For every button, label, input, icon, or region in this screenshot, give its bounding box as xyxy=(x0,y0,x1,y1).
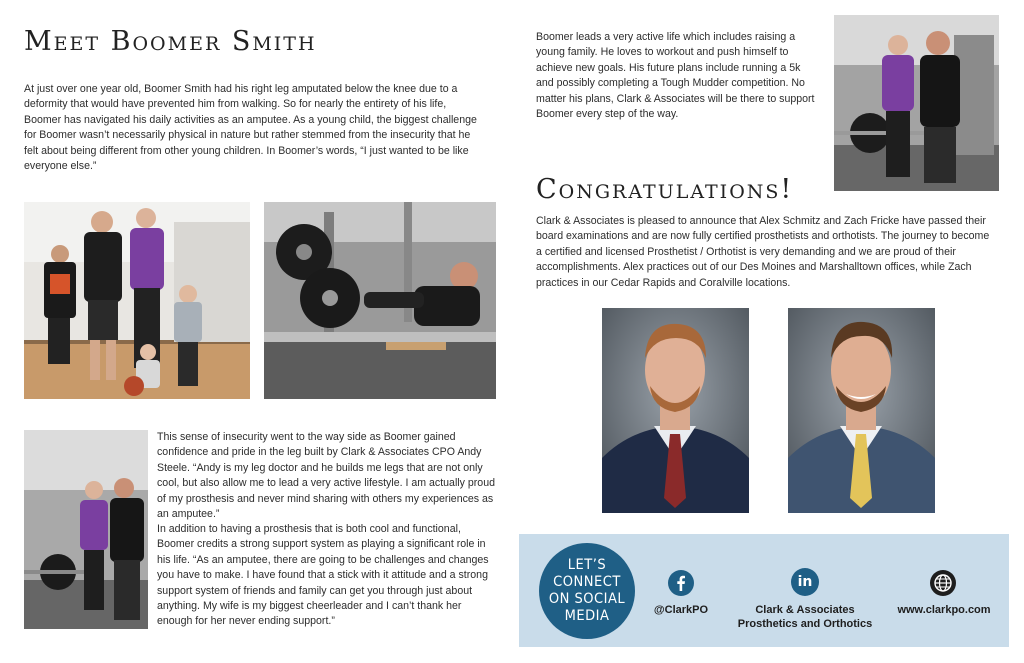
leg-press-photo xyxy=(264,202,496,399)
portrait-zach xyxy=(788,308,935,513)
lets-connect-badge xyxy=(539,543,635,639)
badge-line: ON SOCIAL xyxy=(548,591,626,607)
website-label[interactable]: www.clarkpo.com xyxy=(897,604,991,616)
support-paragraph: In addition to having a prosthesis that is both cool and functional, Boomer credits a strong support system as playing a significant role in his life. “As an amputee, there are going to be challenges and changes you have to make. I have found that a stick with it attitude and a strong support system of friends and family can get you through just about anything. My wife is my biggest cheerleader and I can’t thank her enough for her never ending support.” xyxy=(157,523,489,628)
intro-paragraph: At just over one year old, Boomer Smith had his right leg amputated below the knee due to a deformity that would have prevented him from walking. So for nearly the entirety of his life, Boomer has navigated his daily activities as an amputee. As a young child, the biggest challenge for Boomer wasn’t necessarily physical in nature but rather stemmed from the insecurity that he felt about being different from other young children. In Boomer’s words, “I just wanted to be like everyone else.” xyxy=(24,83,477,173)
congratulations-title: Congratulations! xyxy=(536,174,794,205)
badge-line: CONNECT xyxy=(553,574,621,590)
linkedin-icon[interactable]: in xyxy=(791,568,819,596)
confidence-paragraph: This sense of insecurity went to the way side as Boomer gained confidence and pride in the leg built by Clark & Associates CPO Andy Steele. “Andy is my leg doctor and he builds me legs that are not only cool, but also allow me to lead a very active lifestyle. I am actually proud of my prosthesis and never mind sharing with others my experiences as an amputee.” xyxy=(157,431,495,521)
portrait-alex xyxy=(602,308,749,513)
linkedin-label-line1: Clark & Associates xyxy=(755,604,855,616)
family-photo xyxy=(24,202,250,399)
facebook-label[interactable]: @ClarkPO xyxy=(653,604,709,616)
gym-consult-photo xyxy=(834,15,999,191)
meet-boomer-title: Meet Boomer Smith xyxy=(24,26,317,57)
linkedin-label[interactable] xyxy=(730,603,880,631)
badge-line: LET’S xyxy=(567,557,607,573)
gym-consult-photo-small xyxy=(24,430,148,629)
congratulations-paragraph: Clark & Associates is pleased to announce that Alex Schmitz and Zach Fricke have passed their board examinations and are now fully certified prosthetists and orthotists. The journey to become a certified and licensed Prosthetist / Orthotist is very demanding and we are proud of their accomplishments. Alex practices out of our Des Moines and Marshalltown offices, while Zach practices in our Cedar Rapids and Coralville locations. xyxy=(536,215,990,289)
badge-line: MEDIA xyxy=(564,608,610,624)
globe-icon[interactable] xyxy=(930,570,956,596)
linkedin-label-line2: Prosthetics and Orthotics xyxy=(737,618,873,630)
facebook-icon[interactable] xyxy=(668,570,694,596)
active-life-paragraph: Boomer leads a very active life which includes raising a young family. He loves to workout and push himself to achieve new goals. His future plans include running a 5k and possibly completing a Tough Mudder competition. No matter his plans, Clark & Associates will be there to support Boomer every step of the way. xyxy=(536,31,815,121)
